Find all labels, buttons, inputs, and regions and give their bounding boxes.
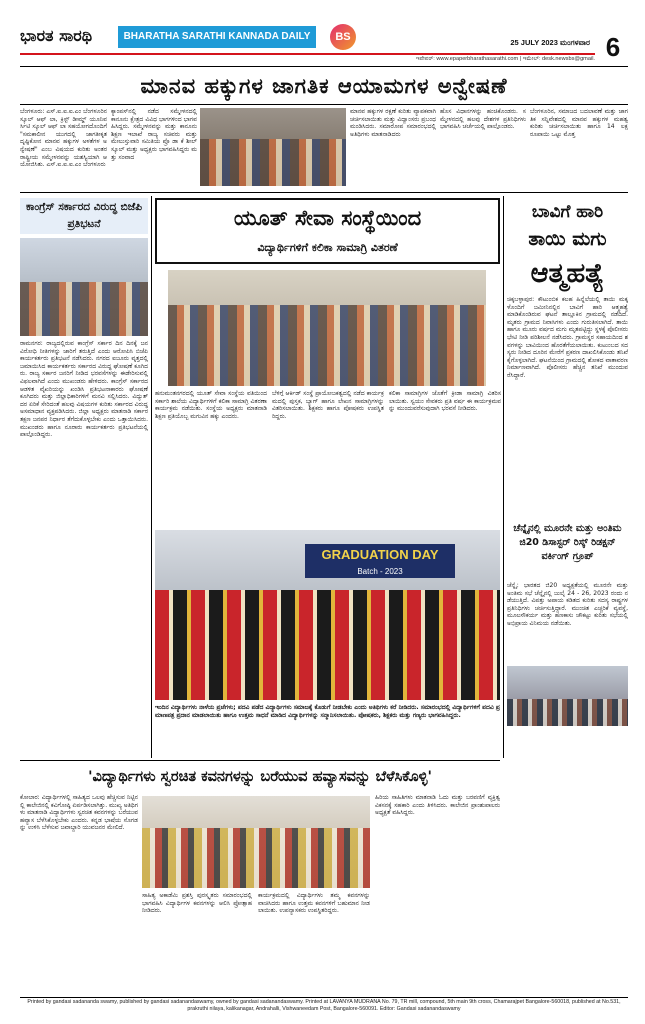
main-headline: ಮಾನವ ಹಕ್ಕುಗಳ ಜಾಗತಿಕ ಆಯಾಮಗಳ ಅನ್ವೇಷಣೆ [140, 74, 508, 98]
congress-headline: ಕಾಂಗ್ರೆಸ್ ಸರ್ಕಾರದ ವಿರುದ್ಧ ಬಿಜೆಪಿ ಪ್ರತಿಭಟನೆ [20, 198, 148, 234]
page-number: 6 [605, 32, 621, 62]
students-col3: ಕಾರ್ಯಕ್ರಮದಲ್ಲಿ ವಿದ್ಯಾರ್ಥಿಗಳು ತಮ್ಮ ಕವನಗಳನ್ನು ವಾಚಿಸಿದರು ಹಾಗೂ ಉತ್ತಮ ಕವನಗಳಿಗೆ ಬಹುಮಾನ ನೀಡಲಾಯಿತು. ಉಪನ್ಯಾಸಕರು ಉಪಸ್ಥಿತರಿದ್ದರು. [258, 892, 370, 915]
masthead-web-line: ಇಪೇಪರ್: www.epaperbharathasarathi.com | ಇಮೇಲ್: desk.newsbs@gmail. [415, 56, 595, 62]
graduation-caption: ಇಂದಿನ ವಿದ್ಯಾರ್ಥಿಗಳು ನಾಳೆಯ ಪ್ರಜೆಗಳು; ಪದವಿ ಪಡೆದ ವಿದ್ಯಾರ್ಥಿಗಳು ಸಮಾಜಕ್ಕೆ ಕೊಡುಗೆ ನೀಡಬೇಕು ಎಂದು ಅತಿಥಿಗಳು ಕರೆ ನೀಡಿದರು. ಸಮಾರಂಭದಲ್ಲಿ ವಿದ್ಯಾರ್ಥಿಗಳಿಗೆ ಪದವಿ ಪ್ರಮಾಣಪತ್ರ ಪ್ರದಾನ ಮಾಡಲಾಯಿತು ಹಾಗೂ ಉತ್ತಮ ಸಾಧನೆ ಮಾಡಿದ ವಿದ್ಯಾರ್ಥಿಗಳನ್ನು ಸನ್ಮಾನಿಸಲಾಯಿತು. ಪೋಷಕರು, ಶಿಕ್ಷಕರು ಮತ್ತು ಗಣ್ಯರು ಭಾಗವಹಿಸಿದ್ದರು. [155, 704, 500, 719]
top-story-col5: ಬೆಂಗಳೂರಿನ, ಸಮಾಜದ ಬದಲಾವಣೆ ಮತ್ತು ಜಾಗತಿಕ ಸನ್ನಿವೇಶದಲ್ಲಿ ಮಾನವ ಹಕ್ಕುಗಳ ಮಹತ್ವ ಕುರಿತು ಚರ್ಚಿಸಲಾಯಿತು ಹಾಗೂ 14 ಲಕ್ಷ ರೂಪಾಯಿ ಒಟ್ಟು ಮೊತ್ತ [530, 108, 628, 138]
headline-rule [20, 104, 628, 105]
masthead-banner: BHARATHA SARATHI KANNADA DAILY [118, 26, 316, 48]
graduation-banner: GRADUATION DAY [305, 544, 455, 566]
left-column-rule [151, 196, 152, 758]
youth-subheadline: ವಿದ್ಯಾರ್ಥಿಗಳಿಗೆ ಕಲಿಕಾ ಸಾಮಾಗ್ರಿ ವಿತರಣೆ [257, 241, 398, 254]
g20-photo [507, 666, 628, 726]
students-col2: ಸಾಹಿತ್ಯ ಅಕಾಡೆಮಿ ಪ್ರಶಸ್ತಿ ಪುರಸ್ಕೃತರು ಸಮಾರಂಭದಲ್ಲಿ ಭಾಗವಹಿಸಿ ವಿದ್ಯಾರ್ಥಿಗಳ ಕವನಗಳನ್ನು ಆಲಿಸಿ ಪ್ರೋತ್ಸಾಹ ನೀಡಿದರು. [142, 892, 252, 915]
top-story-col4: ಹೊಸ ವಿಧಾನಗಳನ್ನು ಹಂಚಿಕೊಂಡರು. ಸಮ್ಮೇಳನದಲ್ಲಿ ಹಲವು ದೇಶಗಳ ಪ್ರತಿನಿಧಿಗಳು ಭಾಗವಹಿಸಿ ಚರ್ಚೆಯಲ್ಲಿ ಪಾಲ್ಗೊಂಡರು. [440, 108, 526, 131]
youth-col1: ಹನುಮಂತನಗರದಲ್ಲಿ ಯೂತ್ ಸೇವಾ ಸಂಸ್ಥೆಯ ವತಿಯಿಂದ ಸರ್ಕಾರಿ ಶಾಲೆಯ ವಿದ್ಯಾರ್ಥಿಗಳಿಗೆ ಕಲಿಕಾ ಸಾಮಾಗ್ರಿ ವಿತರಣಾ ಕಾರ್ಯಕ್ರಮ ನಡೆಯಿತು. ಸಂಸ್ಥೆಯ ಅಧ್ಯಕ್ಷರು ಮಾತನಾಡಿ ಶಿಕ್ಷಣ ಪ್ರತಿಯೊಬ್ಬ ಮಗುವಿನ ಹಕ್ಕು ಎಂದರು. [155, 390, 267, 420]
youth-col3: ಕಲಿಕಾ ಸಾಮಾಗ್ರಿಗಳ ಜೊತೆಗೆ ಕ್ರೀಡಾ ಸಾಮಾಗ್ರಿ ವಿತರಿಸಲಾಯಿತು. ಸ್ವಯಂ ಸೇವಕರು ಪ್ರತಿ ವರ್ಷ ಈ ಕಾರ್ಯಕ್ರಮವನ್ನು ಮುಂದುವರೆಸುವುದಾಗಿ ಭರವಸೆ ನೀಡಿದರು. [389, 390, 501, 413]
youth-headline: ಯೂತ್ ಸೇವಾ ಸಂಸ್ಥೆಯಿಂದ [233, 206, 422, 230]
masthead-bottom-rule [20, 66, 628, 67]
top-story-photo-people [200, 139, 346, 186]
well-headline-line3: ಆತ್ಮಹತ್ಯೆ [530, 258, 605, 289]
masthead-red-rule [20, 53, 595, 55]
congress-photo-people [20, 282, 148, 336]
center-column-rule [503, 196, 504, 758]
masthead-badge: BS [330, 24, 356, 50]
well-headline-line2: ತಾಯಿ ಮಗು [528, 228, 607, 250]
top-story-col2: ಕ್ಯಾಂಪಸ್‌ನಲ್ಲಿ ನಡೆದ ಸಮ್ಮೇಳನದಲ್ಲಿ ಕಾನೂನು ಕ್ಷೇತ್ರದ ವಿವಿಧ ಭಾಗಗಳಿಂದ ಭಾಗವಹಿಸಿದ್ದರು. ಸಮ್ಮೇಳನವನ್ನು ಮತ್ತು ಕಾನೂನು ಶಿಕ್ಷಣ ಇಲಾಖೆ ರಾಜ್ಯ ಸಚಿವರು ಮತ್ತು ಮೇಲುಸ್ತುವಾರಿ ಸಮಿತಿಯ ಪ್ರೊ ಡಾ ಕೆ ಶೀಲ್ ಸ್ಕೂಲ್ ಮತ್ತು ಅಧ್ಯಕ್ಷರು ಭಾಗವಹಿಸಿದ್ದರು ಮತ್ತು ಸಂವಾದ [111, 108, 197, 161]
youth-photo-people [168, 305, 486, 386]
g20-body: ಚೆನ್ನೈ: ಭಾರತದ ಜಿ20 ಅಧ್ಯಕ್ಷತೆಯಲ್ಲಿ ಮೂರನೇ ಮತ್ತು ಅಂತಿಮ ಸಭೆ ಚೆನ್ನೈನಲ್ಲಿ ಜುಲೈ 24 - 26, 2023 ರಂದು ನಡೆಯುತ್ತಿದೆ. ವಿಪತ್ತು ಅಪಾಯ ಕಡಿತದ ಕುರಿತು ಸದಸ್ಯ ರಾಷ್ಟ್ರಗಳ ಪ್ರತಿನಿಧಿಗಳು ಚರ್ಚಿಸುತ್ತಿದ್ದಾರೆ. ಮುಂಚಿತ ಎಚ್ಚರಿಕೆ ವ್ಯವಸ್ಥೆ, ಮೂಲಸೌಕರ್ಯ ಮತ್ತು ಹಣಕಾಸು ಚೌಕಟ್ಟು ಕುರಿತು ಸಭೆಯಲ್ಲಿ ಅಭಿಪ್ರಾಯ ವಿನಿಮಯ ನಡೆಯಿತು. [507, 582, 628, 627]
students-headline: 'ವಿದ್ಯಾರ್ಥಿಗಳು ಸ್ವರಚಿತ ಕವನಗಳನ್ನು ಬರೆಯುವ ಹವ್ಯಾಸವನ್ನು ಬೆಳೆಸಿಕೊಳ್ಳಿ' [88, 769, 432, 785]
well-headline-line1: ಬಾವಿಗೆ ಹಾರಿ [531, 202, 604, 222]
youth-col2: ಬೆಳಿಗ್ಗೆ ಆರ್ಕಿಡ್ ಸಂಸ್ಥೆ ಪ್ರಾಯೋಜಕತ್ವದಲ್ಲಿ ನಡೆದ ಕಾರ್ಯಕ್ರಮದಲ್ಲಿ ಪುಸ್ತಕ, ಬ್ಯಾಗ್ ಹಾಗೂ ಲೇಖನ ಸಾಮಾಗ್ರಿಗಳನ್ನು ವಿತರಿಸಲಾಯಿತು. ಶಿಕ್ಷಕರು ಹಾಗೂ ಪೋಷಕರು ಉಪಸ್ಥಿತರಿದ್ದರು. [272, 390, 384, 420]
g20-headline: ಚೆನ್ನೈನಲ್ಲಿ ಮೂರನೇ ಮತ್ತು ಅಂತಿಮ ಜಿ20 ಡಿಸಾಸ್ಟರ್ ರಿಸ್ಕ್ ರಿಡಕ್ಷನ್ ವರ್ಕಿಂಗ್ ಗ್ರೂಪ್ [513, 523, 622, 562]
congress-photo [20, 238, 148, 336]
footer-rule [20, 997, 628, 998]
masthead-logo: ಭಾರತ ಸಾರಥಿ [20, 26, 93, 45]
top-story-rule [20, 192, 628, 193]
top-story-photo [200, 108, 346, 186]
imprint: Printed by gandasi sadananda swamy, published by gandasi sadanandaswamy, owned by gandasi sadanandaswamy. Printed at LAVANYA MUDRANA No. 79, TR mill, compound, 5th main 9th cross, Chamarajpet Bangalore-560018, published at No.531, prakruthi nilaya, kalikanagar, Andrahalli, Vishwaneedam Post, Bangalore-560091. Editor: Gandasi sadanandaswamy [27, 999, 621, 1012]
students-photo-people [142, 828, 370, 888]
youth-photo [168, 270, 486, 386]
top-story-col3: ಮಾನವ ಹಕ್ಕುಗಳ ರಕ್ಷಣೆ ಕುರಿತು ವ್ಯಾಪಕವಾಗಿ ಚರ್ಚಿಸಲಾಯಿತು ಮತ್ತು ವಿದ್ವಾಂಸರು ಪ್ರಬಂಧ ಮಂಡಿಸಿದರು. ಸಮಾರೋಪ ಸಮಾರಂಭದಲ್ಲಿ ಅತಿಥಿಗಳು ಮಾತನಾಡಿದರು [350, 108, 436, 138]
youth-headline-box [155, 198, 500, 264]
congress-body: ರಾಮನಗರ: ರಾಜ್ಯದಲ್ಲಿರುವ ಕಾಂಗ್ರೆಸ್ ಸರ್ಕಾರ ದಿನ ದಿನಕ್ಕೆ ಜನವಿರೋಧಿ ನೀತಿಗಳನ್ನು ಜಾರಿಗೆ ತರುತ್ತಿದೆ ಎಂದು ಆರೋಪಿಸಿ ಬಿಜೆಪಿ ಕಾರ್ಯಕರ್ತರು ಪ್ರತಿಭಟನೆ ನಡೆಸಿದರು. ನಗರದ ಐಜೂರು ವೃತ್ತದಲ್ಲಿ ಜಮಾಯಿಸಿದ ಕಾರ್ಯಕರ್ತರು ಸರ್ಕಾರದ ವಿರುದ್ಧ ಘೋಷಣೆ ಕೂಗಿದರು. ರಾಜ್ಯ ಸರ್ಕಾರ ಜನರಿಗೆ ನೀಡಿದ ಭರವಸೆಗಳನ್ನು ಈಡೇರಿಸುವಲ್ಲಿ ವಿಫಲವಾಗಿದೆ ಎಂದು ಮುಖಂಡರು ಹೇಳಿದರು. ಕಾಂಗ್ರೆಸ್ ಸರ್ಕಾರದ ಆಡಳಿತ ವೈಖರಿಯನ್ನು ಖಂಡಿಸಿ ಪ್ರತಿಭಟನಾಕಾರರು ಘೋಷಣೆ ಕೂಗಿದರು ಮತ್ತು ಜಿಲ್ಲಾಧಿಕಾರಿಗಳಿಗೆ ಮನವಿ ಸಲ್ಲಿಸಿದರು. ವಿದ್ಯುತ್ ದರ ಏರಿಕೆ ಸೇರಿದಂತೆ ಹಲವು ವಿಷಯಗಳ ಕುರಿತು ಸರ್ಕಾರದ ವಿರುದ್ಧ ಅಸಮಾಧಾನ ವ್ಯಕ್ತಪಡಿಸಿದರು. ಜಿಲ್ಲಾ ಅಧ್ಯಕ್ಷರು ಮಾತನಾಡಿ ಸರ್ಕಾರ ತಕ್ಷಣ ಜನಪರ ನಿರ್ಧಾರ ತೆಗೆದುಕೊಳ್ಳಬೇಕು ಎಂದು ಒತ್ತಾಯಿಸಿದರು. ಮುಖಂಡರು ಹಾಗೂ ನೂರಾರು ಕಾರ್ಯಕರ್ತರು ಪ್ರತಿಭಟನೆಯಲ್ಲಿ ಪಾಲ್ಗೊಂಡಿದ್ದರು. [20, 340, 148, 439]
graduation-photo-people [155, 590, 500, 701]
top-story-col1: ಬೆಂಗಳೂರು: ಎಸ್.ಐ.ಐ.ಐ.ಎಂ ಬೆಂಗಳೂರಿನ ಸ್ಕೂಲ್ ಆಫ್ ಲಾ, ಕ್ರಿಸ್ಟ್ ಡೀಮ್ಡ್ ಯೂನಿವರ್ಸಿಟಿ ಸ್ಕೂಲ್ ಆಫ್ ಲಾ ಸಹಯೋಗದೊಂದಿಗೆ "ಸಮಕಾಲೀನ ಯುಗದಲ್ಲಿ ಜಾಗತೀಕೃತ ದೃಷ್ಟಿಕೋನ ಮಾನವ ಹಕ್ಕುಗಳ ಅಳತೆಗಳ ಅನ್ವೇಷಣೆ" ಎಂಬ ವಿಷಯದ ಕುರಿತು ಅಂತರರಾಷ್ಟ್ರೀಯ ಸಮ್ಮೇಳನವನ್ನು ಯಶಸ್ವಿಯಾಗಿ ಆಯೋಜಿಸಿತು. ಎಸ್.ಐ.ಐ.ಐ.ಎಂ ಬೆಂಗಳೂರು [20, 108, 107, 169]
students-col4: ಹಿರಿಯ ಸಾಹಿತಿಗಳು ಮಾತನಾಡಿ ಓದು ಮತ್ತು ಬರವಣಿಗೆ ವ್ಯಕ್ತಿತ್ವ ವಿಕಸನಕ್ಕೆ ಸಹಕಾರಿ ಎಂದು ತಿಳಿಸಿದರು. ಕಾಲೇಜಿನ ಪ್ರಾಂಶುಪಾಲರು ಅಧ್ಯಕ್ಷತೆ ವಹಿಸಿದ್ದರು. [375, 794, 500, 817]
students-photo [142, 796, 370, 888]
graduation-photo [155, 530, 500, 700]
lower-section-rule [20, 760, 500, 761]
graduation-banner-sub: Batch - 2023 [305, 566, 455, 578]
well-body: ಚಿಕ್ಕಬಳ್ಳಾಪುರ: ಕೌಟುಂಬಿಕ ಕಲಹ ಹಿನ್ನೆಲೆಯಲ್ಲಿ ತಾಯಿ ಮಕ್ಕಳೊಂದಿಗೆ ಜಮೀನಿನಲ್ಲಿನ ಬಾವಿಗೆ ಹಾರಿ ಆತ್ಮಹತ್ಯೆ ಮಾಡಿಕೊಂಡಿರುವ ಘಟನೆ ತಾಲ್ಲೂಕಿನ ಗ್ರಾಮದಲ್ಲಿ ನಡೆದಿದೆ. ಮೃತರು ಗ್ರಾಮದ ನಿವಾಸಿಗಳು ಎಂದು ಗುರುತಿಸಲಾಗಿದೆ. ತಾಯಿ ಹಾಗೂ ಮೂರು ವರ್ಷದ ಮಗು ಮೃತಪಟ್ಟಿದ್ದು ಸ್ಥಳಕ್ಕೆ ಪೊಲೀಸರು ಭೇಟಿ ನೀಡಿ ಪರಿಶೀಲನೆ ನಡೆಸಿದರು. ಗ್ರಾಮಸ್ಥರ ಸಹಾಯದಿಂದ ಶವಗಳನ್ನು ಬಾವಿಯಿಂದ ಹೊರತೆಗೆಯಲಾಯಿತು. ಕುಟುಂಬದ ಸದಸ್ಯರು ನೀಡಿದ ದೂರಿನ ಮೇರೆಗೆ ಪ್ರಕರಣ ದಾಖಲಿಸಿಕೊಂಡು ತನಿಖೆ ಕೈಗೊಳ್ಳಲಾಗಿದೆ. ಘಟನೆಯಿಂದ ಗ್ರಾಮದಲ್ಲಿ ಶೋಕದ ವಾತಾವರಣ ನಿರ್ಮಾಣವಾಗಿದೆ. ಪೊಲೀಸರು ಹೆಚ್ಚಿನ ತನಿಖೆ ಮುಂದುವರೆಸಿದ್ದಾರೆ. [507, 296, 628, 379]
g20-photo-people [507, 699, 628, 726]
masthead-date: 25 JULY 2023 ಮಂಗಳವಾರ [510, 38, 590, 47]
students-col1: ಕೋಲಾರ: ವಿದ್ಯಾರ್ಥಿಗಳಲ್ಲಿ ಸಾಹಿತ್ಯದ ಒಲವು ಹೆಚ್ಚಿಸುವ ನಿಟ್ಟಿನಲ್ಲಿ ಕಾಲೇಜಿನಲ್ಲಿ ಕವಿಗೋಷ್ಠಿ ಏರ್ಪಡಿಸಲಾಗಿತ್ತು. ಮುಖ್ಯ ಅತಿಥಿಗಳು ಮಾತನಾಡಿ ವಿದ್ಯಾರ್ಥಿಗಳು ಸ್ವರಚಿತ ಕವನಗಳನ್ನು ಬರೆಯುವ ಹವ್ಯಾಸ ಬೆಳೆಸಿಕೊಳ್ಳಬೇಕು ಎಂದರು. ಕನ್ನಡ ಭಾಷೆಯ ಸೊಗಡನ್ನು ಉಳಿಸಿ ಬೆಳೆಸುವ ಜವಾಬ್ದಾರಿ ಯುವಜನರ ಮೇಲಿದೆ. [20, 794, 138, 832]
